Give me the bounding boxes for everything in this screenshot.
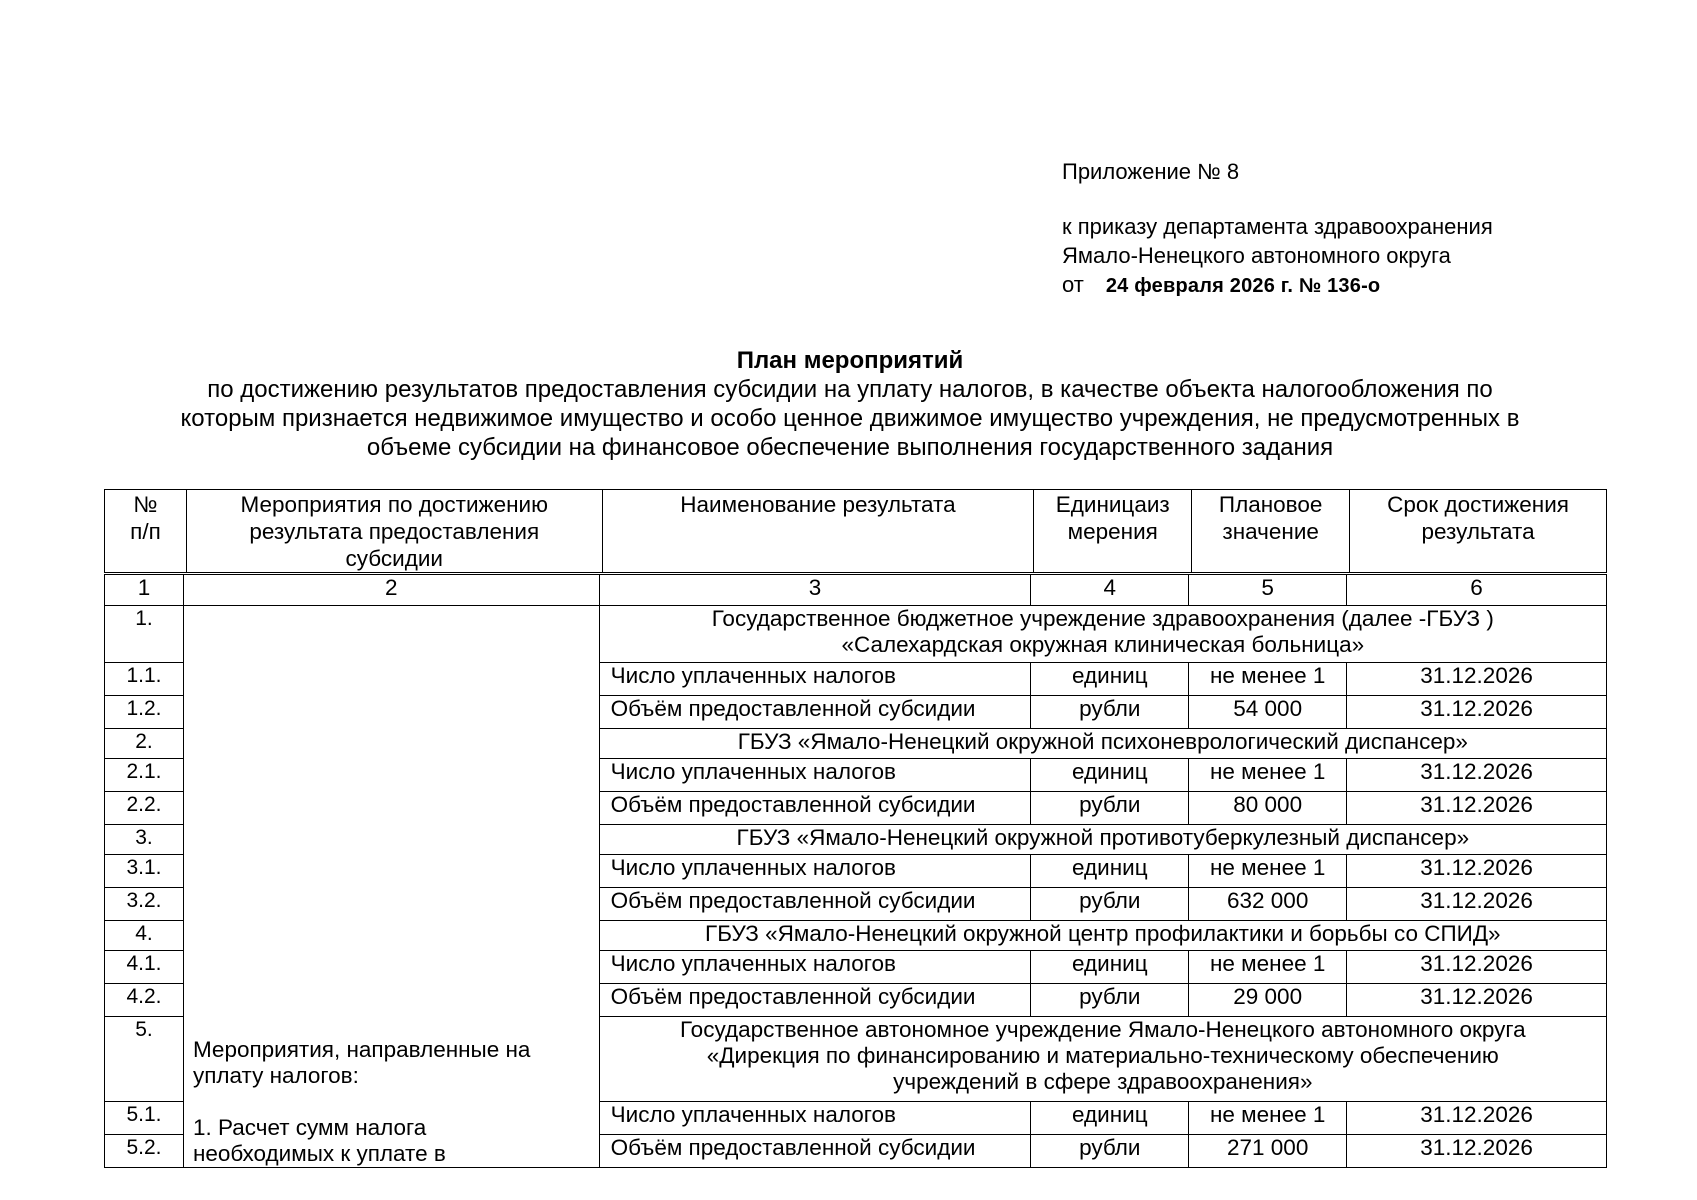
result-name: Объём предоставленной субсидии xyxy=(599,1134,1031,1167)
table-header xyxy=(104,489,1607,573)
order-date-number: 24 февраля 2026 г. № 136-о xyxy=(1105,275,1381,297)
planned-value: 54 000 xyxy=(1189,696,1347,729)
row-number: 5.1. xyxy=(105,1101,184,1134)
unit: единиц xyxy=(1031,759,1189,792)
deadline: 31.12.2026 xyxy=(1347,983,1607,1016)
row-number: 3.2. xyxy=(105,887,184,920)
deadline: 31.12.2026 xyxy=(1347,1101,1607,1134)
row-number: 4.2. xyxy=(105,983,184,1016)
row-number: 2.1. xyxy=(105,759,184,792)
title-line-2: которым признается недвижимое имущество и особо ценное движимое имущество учреждения, не предусмотренных в xyxy=(180,405,1520,432)
row-number: 1. xyxy=(105,606,184,663)
header-unit: Единицаиз мерения xyxy=(1034,490,1192,573)
row-number: 1.2. xyxy=(105,696,184,729)
unit: рубли xyxy=(1031,792,1189,825)
unit: рубли xyxy=(1031,1134,1189,1167)
planned-value: не менее 1 xyxy=(1189,950,1347,983)
institution-row xyxy=(105,606,1607,663)
row-number: 3.1. xyxy=(105,855,184,888)
column-number: 6 xyxy=(1347,575,1607,606)
measures-line: 1. Расчет сумм налога xyxy=(192,1115,427,1140)
column-number: 4 xyxy=(1031,575,1189,606)
document-title-block xyxy=(100,346,1600,462)
document-title: План мероприятий xyxy=(736,347,964,374)
planned-value: не менее 1 xyxy=(1189,1101,1347,1134)
planned-value: не менее 1 xyxy=(1189,759,1347,792)
planned-value: 632 000 xyxy=(1189,887,1347,920)
row-number: 4.1. xyxy=(105,950,184,983)
planned-value: не менее 1 xyxy=(1189,855,1347,888)
deadline: 31.12.2026 xyxy=(1347,1134,1607,1167)
date-prefix: от xyxy=(1062,272,1084,297)
result-name: Число уплаченных налогов xyxy=(599,1101,1031,1134)
measures-line: необходимых к уплате в xyxy=(192,1141,446,1166)
result-name: Число уплаченных налогов xyxy=(599,950,1031,983)
appendix-order-line1: к приказу департамента здравоохранения xyxy=(1062,214,1493,239)
row-number: 3. xyxy=(105,825,184,855)
institution-name: ГБУЗ «Ямало-Ненецкий окружной центр профилактики и борьбы со СПИД» xyxy=(599,920,1606,950)
row-number: 5.2. xyxy=(105,1134,184,1167)
column-number: 3 xyxy=(599,575,1031,606)
institution-name: ГБУЗ «Ямало-Ненецкий окружной противотуберкулезный диспансер» xyxy=(599,825,1606,855)
result-name: Объём предоставленной субсидии xyxy=(599,792,1031,825)
institution-name: ГБУЗ «Ямало-Ненецкий окружной психоневрологический диспансер» xyxy=(599,729,1606,759)
header-result-name: Наименование результата xyxy=(602,490,1034,573)
column-number: 1 xyxy=(105,575,184,606)
header-planned-value: Плановое значение xyxy=(1192,490,1350,573)
institution-name: Государственное автономное учреждение Ямало-Ненецкого автономного округа «Дирекция по финансированию и материально-техническому обеспечению учреждений в сфере здравоохранения» xyxy=(599,1016,1606,1101)
row-number: 4. xyxy=(105,920,184,950)
column-number: 2 xyxy=(183,575,599,606)
appendix-date-line xyxy=(1062,270,1493,301)
column-numbers-row xyxy=(105,575,1607,606)
title-line-3: объеме субсидии на финансовое обеспечение выполнения государственного задания xyxy=(366,434,1334,461)
title-line-1: по достижению результатов предоставления субсидии на уплату налогов, в качестве объекта налогообложения по xyxy=(207,376,1493,403)
result-name: Объём предоставленной субсидии xyxy=(599,887,1031,920)
measures-table xyxy=(104,574,1607,1168)
result-name: Число уплаченных налогов xyxy=(599,759,1031,792)
row-number: 5. xyxy=(105,1016,184,1101)
unit: единиц xyxy=(1031,855,1189,888)
appendix-order-line2: Ямало-Ненецкого автономного округа xyxy=(1062,243,1451,268)
deadline: 31.12.2026 xyxy=(1347,696,1607,729)
planned-value: 29 000 xyxy=(1189,983,1347,1016)
header-measures: Мероприятия по достижению результата предоставления субсидии xyxy=(186,490,602,573)
deadline: 31.12.2026 xyxy=(1347,855,1607,888)
row-number: 2.2. xyxy=(105,792,184,825)
deadline: 31.12.2026 xyxy=(1347,887,1607,920)
planned-value: 80 000 xyxy=(1189,792,1347,825)
institution-name: Государственное бюджетное учреждение здравоохранения (далее -ГБУЗ ) «Салехардская окружная клиническая больница» xyxy=(599,606,1606,663)
deadline: 31.12.2026 xyxy=(1347,950,1607,983)
row-number: 1.1. xyxy=(105,663,184,696)
appendix-block xyxy=(1062,157,1493,301)
measures-line: Мероприятия, направленные на xyxy=(192,1037,531,1062)
header-num: № п/п xyxy=(105,490,187,573)
measures-cell xyxy=(183,606,599,1168)
result-name: Объём предоставленной субсидии xyxy=(599,696,1031,729)
result-name: Число уплаченных налогов xyxy=(599,855,1031,888)
unit: рубли xyxy=(1031,887,1189,920)
unit: единиц xyxy=(1031,663,1189,696)
row-number: 2. xyxy=(105,729,184,759)
deadline: 31.12.2026 xyxy=(1347,663,1607,696)
deadline: 31.12.2026 xyxy=(1347,759,1607,792)
appendix-number: Приложение № 8 xyxy=(1062,159,1240,184)
result-name: Объём предоставленной субсидии xyxy=(599,983,1031,1016)
planned-value: 271 000 xyxy=(1189,1134,1347,1167)
unit: единиц xyxy=(1031,950,1189,983)
result-name: Число уплаченных налогов xyxy=(599,663,1031,696)
column-number: 5 xyxy=(1189,575,1347,606)
deadline: 31.12.2026 xyxy=(1347,792,1607,825)
measures-line: уплату налогов: xyxy=(192,1063,359,1088)
unit: рубли xyxy=(1031,696,1189,729)
planned-value: не менее 1 xyxy=(1189,663,1347,696)
unit: рубли xyxy=(1031,983,1189,1016)
unit: единиц xyxy=(1031,1101,1189,1134)
header-deadline: Срок достижения результата xyxy=(1350,490,1607,573)
